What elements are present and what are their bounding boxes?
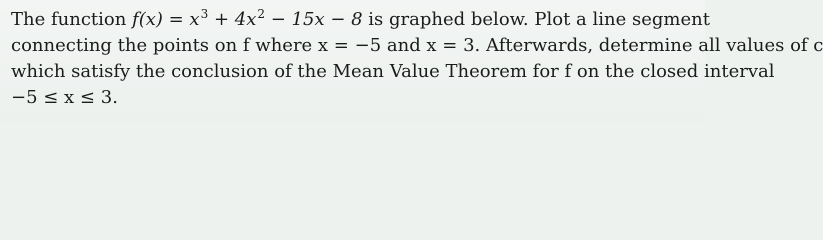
exponent-2: 2: [257, 7, 266, 21]
function-expression-part-2: + 4x: [208, 9, 257, 30]
problem-line-1: [11, 7, 710, 33]
problem-line-2: connecting the points on f where x = −5 and x = 3. Afterwards, determine all values of c: [11, 35, 823, 56]
problem-line-1-suffix: is graphed below. Plot a line segment: [362, 9, 710, 30]
problem-text: [11, 7, 823, 111]
problem-line-1-prefix: The function: [11, 9, 133, 30]
problem-line-3: which satisfy the conclusion of the Mean Value Theorem for f on the closed interval: [11, 61, 775, 82]
exponent-3: 3: [200, 7, 209, 21]
problem-line-4: −5 ≤ x ≤ 3.: [11, 87, 118, 108]
function-expression-part-1: f(x) = x: [132, 9, 200, 30]
function-expression-part-3: − 15x − 8: [265, 9, 363, 30]
